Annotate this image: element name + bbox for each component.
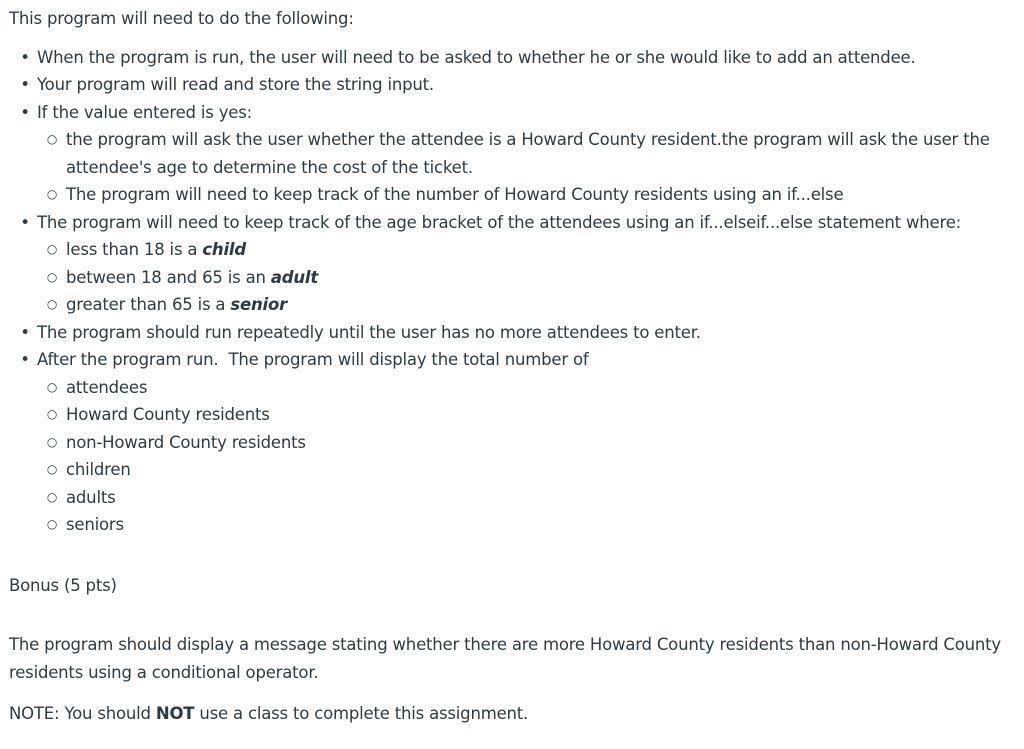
bullet-circle-icon: ○ bbox=[46, 132, 58, 146]
sub-list-item-text: between 18 and 65 is an bbox=[66, 267, 271, 287]
sub-list bbox=[37, 236, 1014, 319]
intro-text: This program will need to do the following: bbox=[9, 9, 354, 28]
list-item bbox=[9, 346, 1014, 539]
bullet-circle-icon: ○ bbox=[46, 517, 58, 531]
bullet-dot-icon: • bbox=[20, 350, 30, 369]
list-item-text: If the value entered is yes: bbox=[37, 102, 252, 122]
bullet-circle-icon: ○ bbox=[46, 434, 58, 449]
sub-list-item bbox=[37, 126, 1014, 181]
sub-list-item bbox=[37, 456, 1014, 484]
note-text bbox=[9, 700, 1014, 728]
bullet-circle-icon: ○ bbox=[46, 242, 58, 256]
sub-list-item bbox=[37, 291, 1014, 319]
sub-list-item-text: less than 18 is a bbox=[66, 240, 203, 259]
list-item-text: Your program will read and store the string input. bbox=[37, 75, 434, 94]
sub-list-item bbox=[37, 429, 1014, 457]
list-item-text: The program will need to keep track of the age bracket of the attendees using an if...elseif...else statement where: bbox=[37, 212, 962, 232]
bullet-circle-icon: ○ bbox=[46, 187, 58, 201]
bullet-circle-icon: ○ bbox=[46, 489, 58, 504]
bullet-circle-icon: ○ bbox=[46, 407, 58, 421]
list-item bbox=[9, 319, 1014, 347]
age-term-senior: senior bbox=[230, 295, 288, 314]
bullet-dot-icon: • bbox=[20, 212, 30, 232]
sub-list-item-text: The program will need to keep track of the number of Howard County residents using an if...else bbox=[66, 185, 844, 204]
list-item-text: When the program is run, the user will need to be asked to whether he or she would like to add an attendee. bbox=[37, 47, 916, 67]
note-prefix: NOTE: You should bbox=[9, 704, 156, 723]
sub-list-item-text: greater than 65 is a bbox=[66, 295, 231, 314]
sub-list-item-text: seniors bbox=[66, 515, 124, 534]
sub-list-item-text: children bbox=[66, 460, 131, 479]
bullet-circle-icon: ○ bbox=[46, 297, 58, 311]
sub-list bbox=[37, 126, 1014, 209]
sub-list-item bbox=[37, 181, 1014, 209]
note-suffix: use a class to complete this assignment. bbox=[194, 704, 529, 723]
bullet-dot-icon: • bbox=[20, 47, 30, 67]
sub-list-item-text: adults bbox=[66, 487, 116, 507]
list-item-text: After the program run. The program will display the total number of bbox=[37, 350, 589, 369]
sub-list-item bbox=[37, 264, 1014, 292]
list-item-text: The program should run repeatedly until the user has no more attendees to enter. bbox=[37, 322, 701, 342]
sub-list-item bbox=[37, 401, 1014, 429]
age-term-child: child bbox=[202, 240, 246, 259]
sub-list-item-text: Howard County residents bbox=[66, 405, 270, 424]
sub-list-item bbox=[37, 236, 1014, 264]
sub-list-item-text: the program will ask the user whether the attendee is a Howard County resident.the program will ask the user the attendee's age to determine the cost of the ticket. bbox=[66, 130, 990, 177]
sub-list-item bbox=[37, 484, 1014, 512]
sub-list-item-text: non-Howard County residents bbox=[66, 432, 306, 452]
requirements-list bbox=[9, 44, 1014, 539]
list-item bbox=[9, 44, 1014, 72]
sub-list-item bbox=[37, 511, 1014, 539]
sub-list-item bbox=[37, 374, 1014, 402]
bonus-heading: Bonus (5 pts) bbox=[9, 575, 117, 595]
bullet-circle-icon: ○ bbox=[46, 379, 58, 394]
totals-sub-list bbox=[37, 374, 1014, 539]
bonus-text: The program should display a message stating whether there are more Howard County residents than non-Howard County residents using a conditional operator. bbox=[9, 635, 1001, 682]
list-item bbox=[9, 99, 1014, 209]
bullet-dot-icon: • bbox=[20, 75, 30, 94]
bullet-circle-icon: ○ bbox=[46, 269, 58, 284]
note-emphasis: NOT bbox=[155, 704, 195, 723]
bullet-circle-icon: ○ bbox=[46, 462, 58, 476]
assignment-content bbox=[9, 5, 1014, 728]
sub-list-item-text: attendees bbox=[66, 377, 148, 397]
bullet-dot-icon: • bbox=[20, 102, 30, 122]
bullet-dot-icon: • bbox=[20, 322, 30, 342]
age-term-adult: adult bbox=[270, 267, 319, 287]
list-item bbox=[9, 71, 1014, 99]
list-item bbox=[9, 209, 1014, 319]
